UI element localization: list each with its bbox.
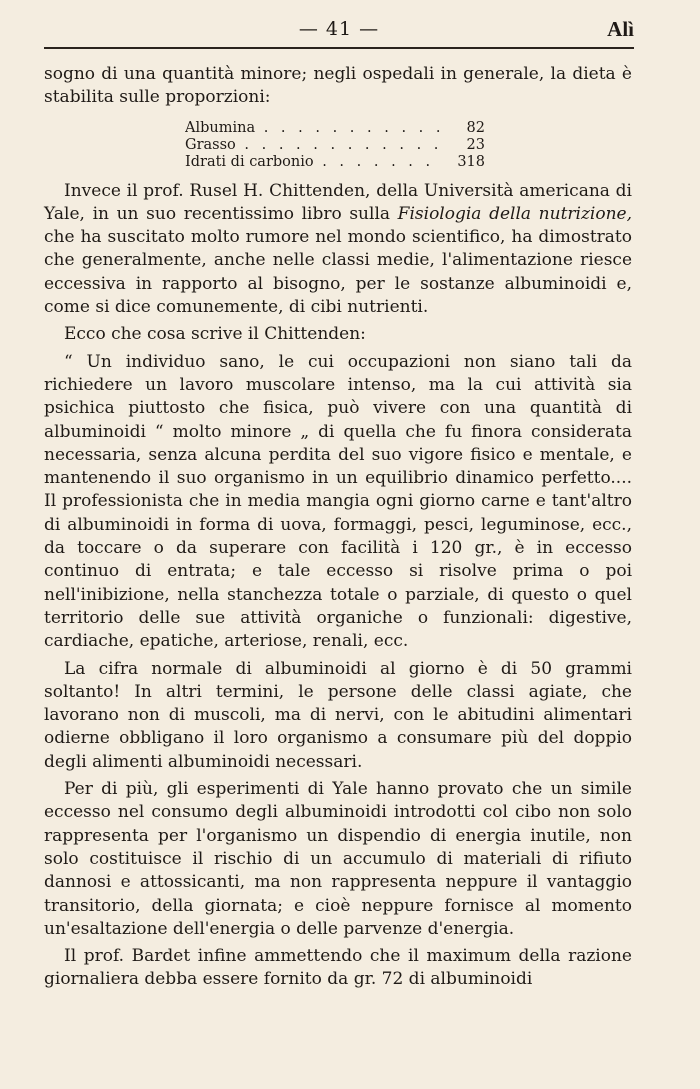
paragraph-yale-experiments: Per di più, gli esperimenti di Yale hanno provato che un simile eccesso nel consumo degli albuminoidi introdotti col cibo non solo rappresenta per l'organismo un dispendio di energia inutile, non solo costituisce il rischio di un accumulo di materiali di rifiuto dannosi e attossicanti, ma non rappresenta neppure il vantaggio transitorio, della giornata; e cioè neppure fornisce al momento un'esaltazione dell'energia o delle parvenze d'energia. [44,779,632,939]
table-label: Idrati di carbonio . . . [185,154,443,171]
diet-table [185,120,485,171]
table-value: 23 [466,136,485,153]
paragraph-text: Invece il prof. Rusel H. Chittenden, della Università americana di Yale, in un suo recentissimo libro sulla [44,180,632,224]
book-title: Fisiologia della nutrizione, [397,203,632,224]
table-row [185,120,485,137]
table-label: Grasso . . . [185,137,443,154]
table-value: 318 [457,153,485,170]
table-row [185,137,485,154]
page-body [44,63,632,992]
paragraph-quote: “ Un individuo sano, le cui occupazioni non siano tali da richiedere un lavoro muscolare intenso, ma la cui attività sia psichica piuttosto che fisica, può vivere con una quantità di albuminoidi “ molto minore „ di quella che fu finora considerata necessaria, senza alcuna perdita del suo vigore fisico e mentale, e mantenendo il suo organismo in un equilibrio dinamico perfetto.... Il professionista che in media mangia ogni giorno carne e tant'altro di albuminoidi in forma di uova, formaggi, pesci, leguminose, ecc., da toccare o da superare con facilità i 120 gr., è in eccesso continuo di entrata; e tale eccesso si risolve prima o poi nell'inibizione, nella stanchezza totale o parziale, di questo o quel territorio delle sue attività organiche o funzionali: digestive, cardiache, epatiche, arteriose, renali, ecc. [44,351,632,652]
table-row [185,154,485,171]
page-header [44,14,634,44]
paragraph-text: che ha suscitato molto rumore nel mondo scientifico, ha dimostrato che generalmente, anche nelle classi medie, l'alimentazione riesce eccessiva in rapporto al bisogno, per le sostanze albuminoidi e, come si dice comunemente, di cibi nutrienti. [44,227,632,318]
header-rule [44,47,634,49]
paragraph-bardet: Il prof. Bardet infine ammettendo che il maximum della razione giornaliera debba essere fornito da gr. 72 di albuminoidi [44,946,632,990]
paragraph-intro-quote: Ecco che cosa scrive il Chittenden: [64,324,366,345]
paragraph-chittenden [44,180,632,320]
table-value: 82 [466,119,485,136]
paragraph-continuation: sogno di una quantità minore; negli ospedali in generale, la dieta è stabilita sulle proporzioni: [44,64,632,108]
running-title: Alì [607,17,634,41]
paragraph-normal-figure: La cifra normale di albuminoidi al giorno è di 50 grammi soltanto! In altri termini, le persone delle classi agiate, che lavorano non di muscoli, ma di nervi, con le abitudini alimentari odierne obbligano il loro organismo a consumare più del doppio degli alimenti albuminoidi necessari. [44,658,632,772]
table-label: Albumina . . . [185,120,443,137]
page-number: — 41 — [298,18,380,40]
